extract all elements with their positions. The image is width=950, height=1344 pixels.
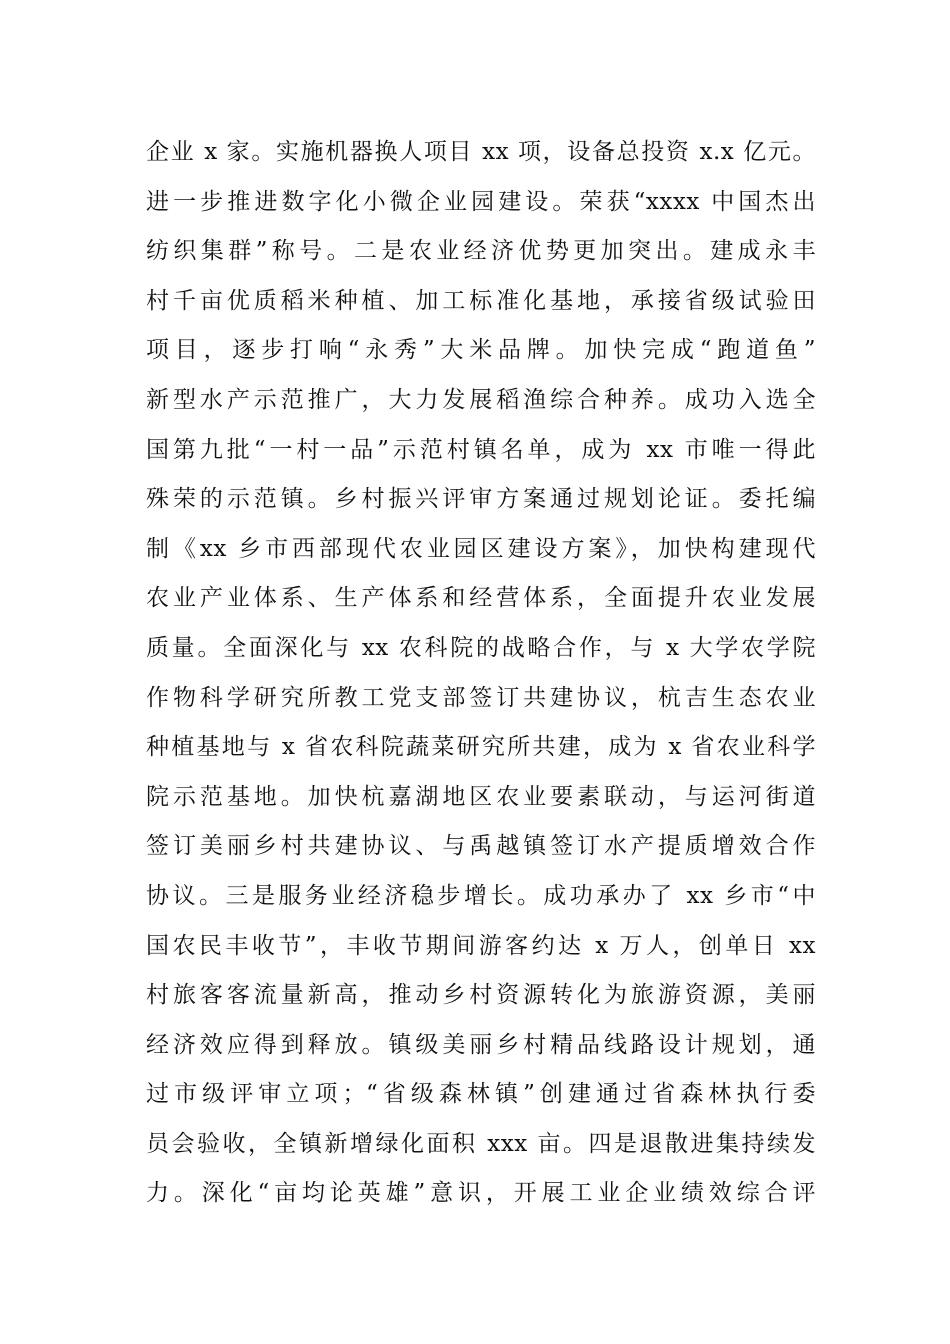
text-line: 质量。全面深化与 xx 农科院的战略合作，与 x 大学农学院 (146, 634, 816, 661)
body-text (146, 128, 816, 1219)
text-line: 协议。三是服务业经济稳步增长。成功承办了 xx 乡市“中 (146, 882, 816, 909)
text-line: 企业 x 家。实施机器换人项目 xx 项，设备总投资 x.x 亿元。 (146, 139, 816, 165)
text-line: 力。深化“亩均论英雄”意识，开展工业企业绩效综合评 (146, 1180, 816, 1207)
text-line: 项目，逐步打响“永秀”大米品牌。加快完成“跑道鱼” (146, 337, 816, 364)
text-line: 签订美丽乡村共建协议、与禹越镇签订水产提质增效合作 (146, 833, 816, 860)
text-line: 作物科学研究所教工党支部签订共建协议，杭吉生态农业 (146, 684, 816, 711)
text-line: 员会验收，全镇新增绿化面积 xxx 亩。四是退散进集持续发 (146, 1130, 816, 1157)
text-line: 殊荣的示范镇。乡村振兴评审方案通过规划论证。委托编 (146, 486, 816, 513)
text-line: 纺织集群”称号。二是农业经济优势更加突出。建成永丰 (146, 238, 816, 265)
text-line: 种植基地与 x 省农科院蔬菜研究所共建，成为 x 省农业科学 (146, 734, 816, 761)
text-line: 村旅客客流量新高，推动乡村资源转化为旅游资源，美丽 (146, 982, 816, 1009)
text-line: 国第九批“一村一品”示范村镇名单，成为 xx 市唯一得此 (146, 436, 816, 463)
text-line: 经济效应得到释放。镇级美丽乡村精品线路设计规划，通 (146, 1031, 816, 1058)
text-line: 国农民丰收节”，丰收节期间游客约达 x 万人，创单日 xx (146, 932, 816, 959)
text-line: 院示范基地。加快杭嘉湖地区农业要素联动，与运河街道 (146, 783, 816, 810)
text-line: 新型水产示范推广，大力发展稻渔综合种养。成功入选全 (146, 386, 816, 413)
text-line: 进一步推进数字化小微企业园建设。荣获“xxxx 中国杰出 (146, 188, 816, 215)
text-line: 过市级评审立项；“省级森林镇”创建通过省森林执行委 (146, 1081, 816, 1108)
text-line: 村千亩优质稻米种植、加工标准化基地，承接省级试验田 (146, 287, 816, 314)
text-line: 制《xx 乡市西部现代农业园区建设方案》，加快构建现代 (146, 535, 816, 562)
text-line: 农业产业体系、生产体系和经营体系，全面提升农业发展 (146, 585, 816, 612)
